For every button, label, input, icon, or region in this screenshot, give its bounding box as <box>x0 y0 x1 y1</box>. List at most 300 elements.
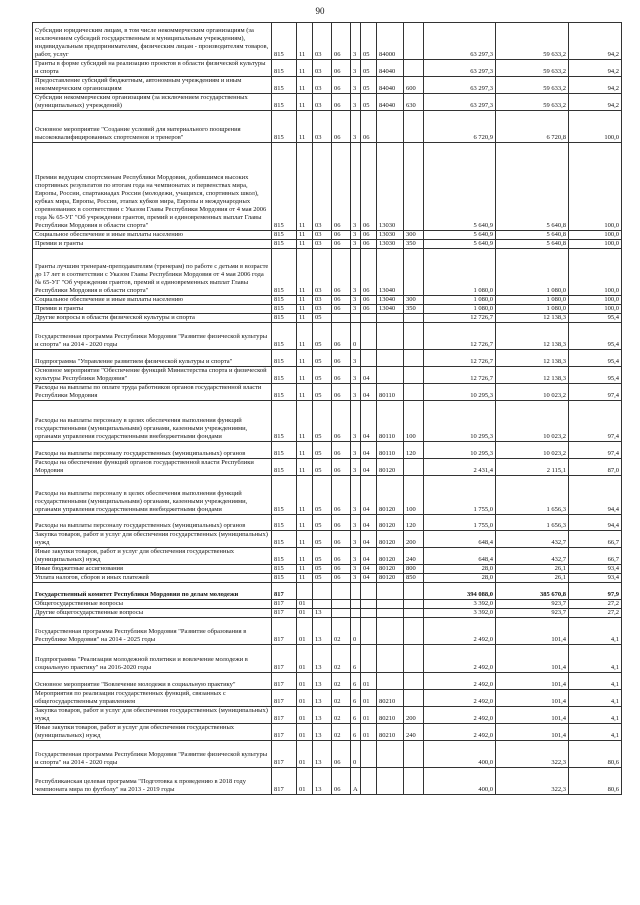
executed-amount: 59 633,2 <box>496 94 569 111</box>
program-code: 02 <box>332 645 351 673</box>
activity-code: 06 <box>361 249 377 296</box>
execution-percent: 97,4 <box>569 442 622 459</box>
expense-type-code <box>404 459 424 476</box>
ministry-code: 815 <box>272 143 297 231</box>
execution-percent: 100,0 <box>569 240 622 249</box>
section-code: 11 <box>297 531 313 548</box>
subprogram-code <box>351 609 361 618</box>
expenditure-name: Основное мероприятие "Вовлечение молодежи в социальную практику" <box>33 673 272 690</box>
table-row <box>33 111 622 143</box>
direction-code <box>377 583 404 600</box>
approved-amount: 2 492,0 <box>424 724 496 741</box>
activity-code: 01 <box>361 724 377 741</box>
expenditure-name: Субсидии юридическим лицам, в том числе некоммерческим организациям (за исключением субсидий государственным и муниципальным учреждениям), индивидуальным предпринимателям, физическим лицам - производителям товаров, работ, услуг <box>33 23 272 60</box>
execution-percent: 95,4 <box>569 350 622 367</box>
subprogram-code: 3 <box>351 60 361 77</box>
activity-code <box>361 350 377 367</box>
ministry-code: 815 <box>272 548 297 565</box>
subsection-code: 03 <box>313 143 332 231</box>
expenditure-name: Расходы на выплаты по оплате труда работников органов государственной власти Республики Мордовия <box>33 384 272 401</box>
direction-code <box>377 645 404 673</box>
expense-type-code: 240 <box>404 548 424 565</box>
activity-code: 06 <box>361 305 377 314</box>
ministry-code: 815 <box>272 442 297 459</box>
section-code: 11 <box>297 367 313 384</box>
executed-amount: 59 633,2 <box>496 23 569 60</box>
execution-percent: 97,9 <box>569 583 622 600</box>
subprogram-code: 3 <box>351 240 361 249</box>
section-code: 01 <box>297 724 313 741</box>
expense-type-code <box>404 384 424 401</box>
subprogram-code: 3 <box>351 515 361 531</box>
execution-percent: 100,0 <box>569 296 622 305</box>
section-code: 11 <box>297 350 313 367</box>
expenditure-name: Гранты лучшим тренерам-преподавателям (тренерам) по работе с детьми в возрасте до 17 лет в соответствии с Указом Главы Республики Мордовия от 4 мая 2006 года № 65-УГ "Об учреждении грантов, премий и единовременных выплат Главы Республики Мордовия в области спорта" <box>33 249 272 296</box>
program-code: 06 <box>332 323 351 350</box>
expense-type-code: 300 <box>404 296 424 305</box>
subsection-code: 05 <box>313 574 332 583</box>
page-number: 90 <box>315 6 325 16</box>
section-code: 11 <box>297 23 313 60</box>
approved-amount: 12 726,7 <box>424 314 496 323</box>
execution-percent: 95,4 <box>569 367 622 384</box>
subsection-code: 13 <box>313 724 332 741</box>
subsection-code: 03 <box>313 305 332 314</box>
subprogram-code: 3 <box>351 384 361 401</box>
approved-amount: 648,4 <box>424 531 496 548</box>
approved-amount: 6 720,9 <box>424 111 496 143</box>
subprogram-code: 3 <box>351 565 361 574</box>
expenditure-name: Предоставление субсидий бюджетным, автономным учреждениям и иным некоммерческим организациям <box>33 77 272 94</box>
executed-amount: 322,3 <box>496 741 569 768</box>
subprogram-code <box>351 314 361 323</box>
execution-percent: 100,0 <box>569 249 622 296</box>
expense-type-code: 630 <box>404 94 424 111</box>
table-row <box>33 367 622 384</box>
direction-code: 80210 <box>377 724 404 741</box>
expenditure-name: Государственная программа Республики Мордовия "Развитие физической культуры и спорта" на 2014 - 2020 годы <box>33 741 272 768</box>
approved-amount: 63 297,3 <box>424 77 496 94</box>
direction-code: 84040 <box>377 60 404 77</box>
ministry-code: 815 <box>272 323 297 350</box>
executed-amount: 1 656,3 <box>496 515 569 531</box>
executed-amount: 1 080,0 <box>496 296 569 305</box>
direction-code: 80120 <box>377 476 404 515</box>
execution-percent: 97,4 <box>569 384 622 401</box>
subprogram-code: 3 <box>351 249 361 296</box>
subprogram-code: 6 <box>351 724 361 741</box>
subsection-code: 05 <box>313 548 332 565</box>
section-code: 11 <box>297 459 313 476</box>
execution-percent: 100,0 <box>569 305 622 314</box>
subprogram-code: 3 <box>351 231 361 240</box>
direction-code <box>377 314 404 323</box>
direction-code: 80110 <box>377 442 404 459</box>
execution-percent: 4,1 <box>569 707 622 724</box>
expenditure-name: Государственная программа Республики Мордовия "Развитие образования в Республике Мордовия" на 2014 - 2025 годы <box>33 618 272 645</box>
program-code: 02 <box>332 724 351 741</box>
execution-percent: 4,1 <box>569 673 622 690</box>
approved-amount: 1 080,0 <box>424 296 496 305</box>
table-row <box>33 645 622 673</box>
direction-code: 13040 <box>377 305 404 314</box>
activity-code <box>361 741 377 768</box>
program-code: 06 <box>332 459 351 476</box>
subprogram-code: 3 <box>351 574 361 583</box>
execution-percent: 4,1 <box>569 690 622 707</box>
subprogram-code: 3 <box>351 401 361 442</box>
subsection-code: 05 <box>313 531 332 548</box>
subsection-code: 13 <box>313 673 332 690</box>
program-code: 06 <box>332 60 351 77</box>
subprogram-code: 6 <box>351 645 361 673</box>
direction-code: 84000 <box>377 23 404 60</box>
direction-code <box>377 111 404 143</box>
ministry-code: 817 <box>272 673 297 690</box>
expense-type-code <box>404 323 424 350</box>
execution-percent: 94,4 <box>569 476 622 515</box>
executed-amount: 101,4 <box>496 724 569 741</box>
table-row <box>33 548 622 565</box>
program-code: 06 <box>332 768 351 795</box>
subsection-code: 03 <box>313 296 332 305</box>
subprogram-code: 3 <box>351 442 361 459</box>
subprogram-code: 3 <box>351 367 361 384</box>
executed-amount: 923,7 <box>496 600 569 609</box>
expenditure-name: Субсидии некоммерческим организациям (за исключением государственных (муниципальных) учреждений) <box>33 94 272 111</box>
activity-code: 06 <box>361 111 377 143</box>
direction-code: 13030 <box>377 143 404 231</box>
direction-code <box>377 350 404 367</box>
table-row <box>33 350 622 367</box>
subsection-code: 13 <box>313 618 332 645</box>
table-row <box>33 296 622 305</box>
program-code: 06 <box>332 476 351 515</box>
approved-amount: 10 295,3 <box>424 384 496 401</box>
expense-type-code <box>404 600 424 609</box>
execution-percent: 27,2 <box>569 609 622 618</box>
activity-code <box>361 583 377 600</box>
table-row <box>33 459 622 476</box>
subprogram-code: 3 <box>351 305 361 314</box>
executed-amount: 10 023,2 <box>496 442 569 459</box>
table-row <box>33 384 622 401</box>
execution-percent: 100,0 <box>569 111 622 143</box>
approved-amount: 5 640,9 <box>424 240 496 249</box>
subsection-code: 13 <box>313 690 332 707</box>
ministry-code: 817 <box>272 645 297 673</box>
table-row <box>33 618 622 645</box>
subprogram-code: 3 <box>351 111 361 143</box>
table-row <box>33 673 622 690</box>
subsection-code: 13 <box>313 768 332 795</box>
execution-percent: 87,0 <box>569 459 622 476</box>
approved-amount: 400,0 <box>424 768 496 795</box>
execution-percent: 66,7 <box>569 548 622 565</box>
section-code: 11 <box>297 296 313 305</box>
program-code: 06 <box>332 741 351 768</box>
section-code: 11 <box>297 384 313 401</box>
ministry-code: 815 <box>272 476 297 515</box>
direction-code: 13030 <box>377 240 404 249</box>
subprogram-code: А <box>351 768 361 795</box>
approved-amount: 1 080,0 <box>424 305 496 314</box>
subsection-code: 13 <box>313 609 332 618</box>
section-code: 01 <box>297 690 313 707</box>
program-code: 06 <box>332 296 351 305</box>
program-code: 06 <box>332 574 351 583</box>
section-code: 01 <box>297 645 313 673</box>
table-row <box>33 531 622 548</box>
execution-percent: 4,1 <box>569 724 622 741</box>
subsection-code <box>313 583 332 600</box>
subprogram-code: 3 <box>351 531 361 548</box>
expense-type-code <box>404 583 424 600</box>
ministry-code: 817 <box>272 583 297 600</box>
program-code: 06 <box>332 442 351 459</box>
direction-code <box>377 600 404 609</box>
execution-percent: 94,2 <box>569 60 622 77</box>
table-row <box>33 94 622 111</box>
executed-amount: 59 633,2 <box>496 77 569 94</box>
subsection-code: 13 <box>313 707 332 724</box>
subprogram-code: 3 <box>351 94 361 111</box>
direction-code <box>377 618 404 645</box>
expense-type-code: 240 <box>404 724 424 741</box>
activity-code: 04 <box>361 531 377 548</box>
approved-amount: 12 726,7 <box>424 323 496 350</box>
approved-amount: 394 088,0 <box>424 583 496 600</box>
subprogram-code: 3 <box>351 476 361 515</box>
direction-code: 80110 <box>377 401 404 442</box>
section-code: 11 <box>297 574 313 583</box>
ministry-code: 815 <box>272 23 297 60</box>
direction-code: 80210 <box>377 690 404 707</box>
activity-code: 06 <box>361 143 377 231</box>
executed-amount: 26,1 <box>496 574 569 583</box>
ministry-code: 815 <box>272 515 297 531</box>
direction-code: 84040 <box>377 94 404 111</box>
section-code: 01 <box>297 673 313 690</box>
expense-type-code: 800 <box>404 565 424 574</box>
subprogram-code <box>351 600 361 609</box>
subprogram-code: 0 <box>351 323 361 350</box>
table-row <box>33 707 622 724</box>
direction-code <box>377 741 404 768</box>
approved-amount: 63 297,3 <box>424 94 496 111</box>
section-code: 11 <box>297 515 313 531</box>
subsection-code: 03 <box>313 23 332 60</box>
executed-amount: 5 640,8 <box>496 143 569 231</box>
subprogram-code: 3 <box>351 23 361 60</box>
subsection-code: 05 <box>313 401 332 442</box>
section-code: 11 <box>297 565 313 574</box>
activity-code: 04 <box>361 548 377 565</box>
executed-amount: 10 023,2 <box>496 384 569 401</box>
subprogram-code: 3 <box>351 548 361 565</box>
program-code <box>332 583 351 600</box>
activity-code <box>361 618 377 645</box>
ministry-code: 815 <box>272 111 297 143</box>
execution-percent: 27,2 <box>569 600 622 609</box>
activity-code: 04 <box>361 574 377 583</box>
executed-amount: 101,4 <box>496 618 569 645</box>
ministry-code: 815 <box>272 565 297 574</box>
program-code: 06 <box>332 111 351 143</box>
program-code: 06 <box>332 565 351 574</box>
direction-code: 80110 <box>377 384 404 401</box>
activity-code: 04 <box>361 565 377 574</box>
table-row <box>33 583 622 600</box>
direction-code <box>377 673 404 690</box>
activity-code <box>361 323 377 350</box>
ministry-code: 815 <box>272 240 297 249</box>
direction-code: 13040 <box>377 296 404 305</box>
ministry-code: 815 <box>272 231 297 240</box>
approved-amount: 1 080,0 <box>424 249 496 296</box>
direction-code: 13030 <box>377 231 404 240</box>
expenditure-name: Премии и гранты <box>33 240 272 249</box>
subsection-code: 03 <box>313 94 332 111</box>
activity-code: 04 <box>361 367 377 384</box>
section-code: 11 <box>297 314 313 323</box>
activity-code <box>361 314 377 323</box>
expense-type-code: 200 <box>404 531 424 548</box>
execution-percent: 94,4 <box>569 515 622 531</box>
expense-type-code <box>404 609 424 618</box>
subsection-code: 05 <box>313 442 332 459</box>
execution-percent: 94,2 <box>569 94 622 111</box>
activity-code: 04 <box>361 515 377 531</box>
activity-code <box>361 768 377 795</box>
expenditure-name: Иные закупки товаров, работ и услуг для обеспечения государственных (муниципальных) нужд <box>33 724 272 741</box>
section-code: 01 <box>297 741 313 768</box>
executed-amount: 101,4 <box>496 690 569 707</box>
expense-type-code <box>404 768 424 795</box>
ministry-code: 815 <box>272 350 297 367</box>
expenditure-name: Иные бюджетные ассигнования <box>33 565 272 574</box>
approved-amount: 28,0 <box>424 565 496 574</box>
subsection-code: 13 <box>313 645 332 673</box>
activity-code: 04 <box>361 442 377 459</box>
subprogram-code: 3 <box>351 459 361 476</box>
activity-code: 04 <box>361 476 377 515</box>
approved-amount: 5 640,9 <box>424 143 496 231</box>
activity-code: 01 <box>361 690 377 707</box>
expense-type-code <box>404 618 424 645</box>
execution-percent: 100,0 <box>569 143 622 231</box>
program-code: 02 <box>332 673 351 690</box>
table-row <box>33 143 622 231</box>
direction-code <box>377 323 404 350</box>
executed-amount: 432,7 <box>496 548 569 565</box>
approved-amount: 3 392,0 <box>424 609 496 618</box>
executed-amount: 101,4 <box>496 673 569 690</box>
ministry-code: 817 <box>272 600 297 609</box>
direction-code: 80210 <box>377 707 404 724</box>
executed-amount: 12 138,3 <box>496 367 569 384</box>
activity-code: 01 <box>361 707 377 724</box>
expenditure-name: Расходы на выплаты персоналу в целях обеспечения выполнения функций государственными (муниципальными) органами, казенными учреждениями, органами управления государственными внебюджетными фондами <box>33 476 272 515</box>
table-row <box>33 60 622 77</box>
execution-percent: 93,4 <box>569 565 622 574</box>
section-code: 11 <box>297 231 313 240</box>
expense-type-code: 850 <box>404 574 424 583</box>
expense-type-code: 350 <box>404 305 424 314</box>
expenditure-name: Государственная программа Республики Мордовия "Развитие физической культуры и спорта" на 2014 - 2020 годы <box>33 323 272 350</box>
section-code: 11 <box>297 476 313 515</box>
approved-amount: 5 640,9 <box>424 231 496 240</box>
ministry-code: 815 <box>272 459 297 476</box>
expense-type-code <box>404 367 424 384</box>
approved-amount: 648,4 <box>424 548 496 565</box>
table-row <box>33 442 622 459</box>
execution-percent: 97,4 <box>569 401 622 442</box>
approved-amount: 2 492,0 <box>424 618 496 645</box>
approved-amount: 12 726,7 <box>424 350 496 367</box>
section-code: 11 <box>297 77 313 94</box>
executed-amount: 59 633,2 <box>496 60 569 77</box>
program-code: 06 <box>332 249 351 296</box>
executed-amount: 12 138,3 <box>496 323 569 350</box>
program-code: 02 <box>332 707 351 724</box>
section-code: 11 <box>297 305 313 314</box>
section-code: 11 <box>297 94 313 111</box>
ministry-code: 817 <box>272 741 297 768</box>
direction-code: 80120 <box>377 459 404 476</box>
expenditure-name: Закупка товаров, работ и услуг для обеспечения государственных (муниципальных) нужд <box>33 531 272 548</box>
execution-percent: 94,2 <box>569 23 622 60</box>
section-code: 11 <box>297 249 313 296</box>
expense-type-code <box>404 350 424 367</box>
execution-percent: 80,6 <box>569 741 622 768</box>
approved-amount: 63 297,3 <box>424 23 496 60</box>
executed-amount: 1 080,0 <box>496 249 569 296</box>
activity-code: 01 <box>361 673 377 690</box>
executed-amount: 10 023,2 <box>496 401 569 442</box>
program-code: 06 <box>332 23 351 60</box>
approved-amount: 28,0 <box>424 574 496 583</box>
activity-code: 05 <box>361 60 377 77</box>
subsection-code: 05 <box>313 515 332 531</box>
execution-percent: 94,2 <box>569 77 622 94</box>
expense-type-code <box>404 23 424 60</box>
ministry-code: 815 <box>272 249 297 296</box>
direction-code: 80120 <box>377 548 404 565</box>
ministry-code: 815 <box>272 94 297 111</box>
executed-amount: 6 720,8 <box>496 111 569 143</box>
executed-amount: 26,1 <box>496 565 569 574</box>
table-row <box>33 515 622 531</box>
table-row <box>33 600 622 609</box>
section-code: 11 <box>297 442 313 459</box>
section-code: 11 <box>297 240 313 249</box>
activity-code <box>361 645 377 673</box>
direction-code <box>377 367 404 384</box>
executed-amount: 5 640,8 <box>496 240 569 249</box>
program-code: 06 <box>332 143 351 231</box>
section-code <box>297 583 313 600</box>
expense-type-code <box>404 249 424 296</box>
direction-code: 80120 <box>377 565 404 574</box>
section-code: 01 <box>297 600 313 609</box>
expense-type-code <box>404 741 424 768</box>
subsection-code: 03 <box>313 231 332 240</box>
table-row <box>33 240 622 249</box>
program-code: 06 <box>332 515 351 531</box>
table-row <box>33 77 622 94</box>
table-row <box>33 231 622 240</box>
